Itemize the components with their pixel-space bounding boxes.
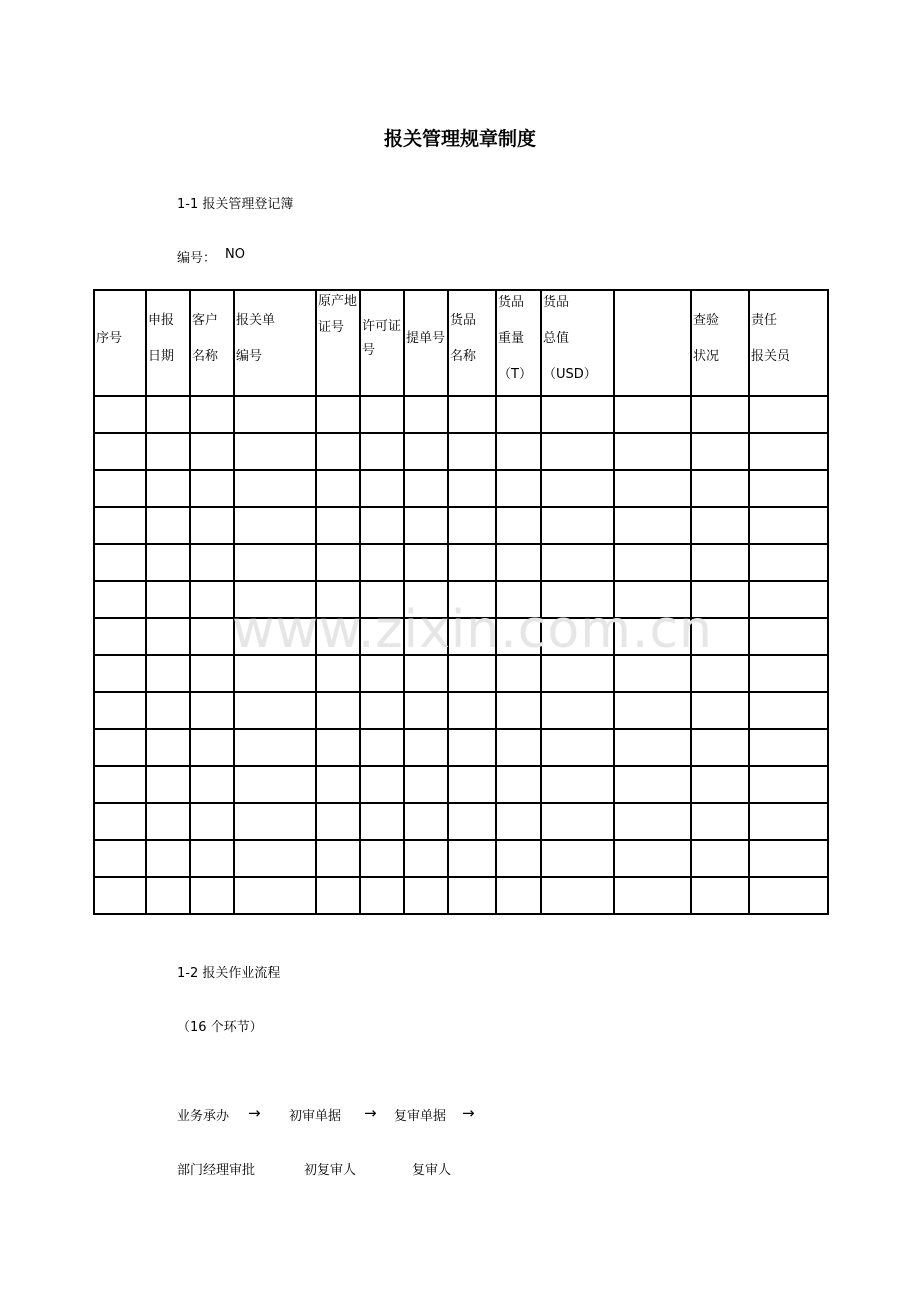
table-cell bbox=[190, 618, 234, 655]
table-row bbox=[94, 877, 828, 914]
table-cell bbox=[404, 507, 448, 544]
table-cell bbox=[749, 877, 828, 914]
table-row bbox=[94, 766, 828, 803]
table-cell bbox=[94, 507, 146, 544]
table-cell bbox=[614, 766, 691, 803]
header-text: 重量 bbox=[498, 331, 525, 346]
table-cell bbox=[496, 877, 541, 914]
table-cell bbox=[94, 655, 146, 692]
table-cell bbox=[749, 766, 828, 803]
table-cell bbox=[360, 433, 404, 470]
table-cell bbox=[190, 655, 234, 692]
table-cell bbox=[94, 581, 146, 618]
table-cell bbox=[496, 766, 541, 803]
flow-step-1: 业务承办 bbox=[177, 1109, 230, 1124]
table-cell bbox=[234, 396, 316, 433]
header-text: 客户 bbox=[192, 313, 219, 328]
header-text: 货品 bbox=[450, 313, 477, 328]
table-header-row bbox=[94, 290, 828, 396]
table-cell bbox=[316, 655, 360, 692]
table-cell bbox=[360, 840, 404, 877]
table-cell bbox=[691, 766, 749, 803]
table-cell bbox=[146, 840, 190, 877]
table-cell bbox=[448, 655, 496, 692]
table-cell bbox=[94, 692, 146, 729]
table-cell bbox=[614, 877, 691, 914]
table-cell bbox=[448, 544, 496, 581]
table-cell bbox=[94, 877, 146, 914]
table-cell bbox=[541, 877, 614, 914]
header-text: （T） bbox=[498, 367, 532, 382]
table-cell bbox=[691, 655, 749, 692]
header-cell bbox=[94, 290, 146, 396]
table-cell bbox=[94, 766, 146, 803]
table-cell bbox=[190, 433, 234, 470]
table-cell bbox=[94, 618, 146, 655]
table-cell bbox=[234, 840, 316, 877]
table-cell bbox=[94, 396, 146, 433]
table-cell bbox=[234, 803, 316, 840]
table-cell bbox=[749, 470, 828, 507]
table-cell bbox=[234, 729, 316, 766]
flow-role-1: 部门经理审批 bbox=[177, 1163, 256, 1178]
table-cell bbox=[360, 655, 404, 692]
table-cell bbox=[614, 470, 691, 507]
table-cell bbox=[234, 655, 316, 692]
table-cell bbox=[146, 433, 190, 470]
table-cell bbox=[360, 766, 404, 803]
table-cell bbox=[691, 396, 749, 433]
flow-step-3: 复审单据 bbox=[394, 1109, 447, 1124]
table-cell bbox=[94, 433, 146, 470]
header-cell-blank bbox=[614, 290, 691, 396]
table-row bbox=[94, 470, 828, 507]
table-cell bbox=[541, 729, 614, 766]
table-cell bbox=[316, 544, 360, 581]
table-cell bbox=[404, 692, 448, 729]
table-cell bbox=[614, 692, 691, 729]
table-cell bbox=[541, 396, 614, 433]
table-cell bbox=[614, 803, 691, 840]
table-cell bbox=[234, 470, 316, 507]
table-row bbox=[94, 692, 828, 729]
flow-role-2: 初复审人 bbox=[304, 1163, 357, 1178]
table-cell bbox=[190, 803, 234, 840]
table-cell bbox=[691, 470, 749, 507]
table-cell bbox=[496, 840, 541, 877]
table-cell bbox=[614, 655, 691, 692]
table-cell bbox=[190, 766, 234, 803]
table-cell bbox=[749, 544, 828, 581]
table-cell bbox=[614, 507, 691, 544]
table-cell bbox=[190, 840, 234, 877]
header-cell bbox=[496, 290, 541, 396]
table-cell bbox=[146, 544, 190, 581]
number-label: 编号： bbox=[177, 251, 217, 266]
header-text: 责任 bbox=[751, 313, 778, 328]
table-cell bbox=[360, 877, 404, 914]
table-cell bbox=[448, 507, 496, 544]
table-cell bbox=[404, 433, 448, 470]
table-cell bbox=[749, 618, 828, 655]
table-cell bbox=[448, 766, 496, 803]
table-cell bbox=[448, 433, 496, 470]
table-cell bbox=[146, 507, 190, 544]
table-cell bbox=[190, 692, 234, 729]
table-cell bbox=[316, 470, 360, 507]
table-cell bbox=[234, 766, 316, 803]
table-cell bbox=[496, 692, 541, 729]
table-cell bbox=[146, 655, 190, 692]
table-cell bbox=[94, 470, 146, 507]
table-row bbox=[94, 729, 828, 766]
table-cell bbox=[691, 729, 749, 766]
flow-role-3: 复审人 bbox=[412, 1163, 452, 1178]
table-cell bbox=[541, 544, 614, 581]
table-row bbox=[94, 655, 828, 692]
table-cell bbox=[404, 396, 448, 433]
table-cell bbox=[316, 433, 360, 470]
header-text: 状况 bbox=[693, 349, 720, 364]
table-cell bbox=[316, 840, 360, 877]
table-cell bbox=[749, 840, 828, 877]
table-cell bbox=[190, 507, 234, 544]
table-cell bbox=[360, 729, 404, 766]
header-text: 号 bbox=[362, 343, 376, 358]
header-cell bbox=[404, 290, 448, 396]
table-cell bbox=[541, 655, 614, 692]
header-text: 货品 bbox=[543, 295, 570, 310]
header-cell bbox=[749, 290, 828, 396]
table-cell bbox=[541, 692, 614, 729]
header-cell bbox=[691, 290, 749, 396]
header-text: （USD） bbox=[543, 367, 597, 382]
table-cell bbox=[749, 655, 828, 692]
table-cell bbox=[448, 692, 496, 729]
table-cell bbox=[541, 470, 614, 507]
table-cell bbox=[541, 433, 614, 470]
table-cell bbox=[496, 803, 541, 840]
header-text: 日期 bbox=[148, 349, 175, 364]
table-cell bbox=[496, 396, 541, 433]
table-row bbox=[94, 433, 828, 470]
table-cell bbox=[146, 618, 190, 655]
table-cell bbox=[146, 803, 190, 840]
table-cell bbox=[190, 396, 234, 433]
table-cell bbox=[146, 729, 190, 766]
table-cell bbox=[496, 544, 541, 581]
table-cell bbox=[404, 729, 448, 766]
table-row bbox=[94, 803, 828, 840]
page-title: 报关管理规章制度 bbox=[383, 128, 536, 150]
header-cell bbox=[146, 290, 190, 396]
table-cell bbox=[146, 581, 190, 618]
table-cell bbox=[190, 877, 234, 914]
table-cell bbox=[94, 840, 146, 877]
table-cell bbox=[448, 840, 496, 877]
table-cell bbox=[234, 507, 316, 544]
table-cell bbox=[448, 877, 496, 914]
header-text: 提单号 bbox=[406, 331, 446, 346]
table-cell bbox=[404, 655, 448, 692]
table-cell bbox=[541, 803, 614, 840]
table-cell bbox=[614, 840, 691, 877]
header-text: 证号 bbox=[318, 320, 345, 335]
table-cell bbox=[691, 507, 749, 544]
table-cell bbox=[496, 729, 541, 766]
header-cell bbox=[448, 290, 496, 396]
table-cell bbox=[691, 803, 749, 840]
table-cell bbox=[146, 877, 190, 914]
table-cell bbox=[404, 470, 448, 507]
table-cell bbox=[404, 544, 448, 581]
watermark: www.zixin.com.cn bbox=[232, 600, 713, 660]
table-cell bbox=[190, 470, 234, 507]
table-cell bbox=[360, 544, 404, 581]
table-cell bbox=[448, 470, 496, 507]
table-cell bbox=[749, 581, 828, 618]
table-cell bbox=[146, 692, 190, 729]
table-cell bbox=[190, 729, 234, 766]
table-cell bbox=[316, 692, 360, 729]
table-cell bbox=[316, 766, 360, 803]
table-cell bbox=[360, 692, 404, 729]
table-cell bbox=[448, 729, 496, 766]
table-cell bbox=[146, 766, 190, 803]
table-cell bbox=[496, 470, 541, 507]
table-cell bbox=[234, 877, 316, 914]
section-heading-1-1: 1-1 报关管理登记簿 bbox=[177, 197, 294, 212]
table-cell bbox=[749, 507, 828, 544]
table-cell bbox=[614, 729, 691, 766]
table-cell bbox=[541, 507, 614, 544]
table-cell bbox=[691, 433, 749, 470]
header-text: 申报 bbox=[148, 313, 175, 328]
table-cell bbox=[404, 766, 448, 803]
header-text: 报关单 bbox=[236, 313, 276, 328]
table-cell bbox=[448, 803, 496, 840]
table-cell bbox=[316, 803, 360, 840]
table-cell bbox=[404, 840, 448, 877]
header-cell bbox=[190, 290, 234, 396]
table-cell bbox=[496, 507, 541, 544]
table-cell bbox=[749, 692, 828, 729]
header-text: 查验 bbox=[693, 313, 720, 328]
table-cell bbox=[94, 729, 146, 766]
header-cell bbox=[234, 290, 316, 396]
table-cell bbox=[360, 803, 404, 840]
table-cell bbox=[94, 803, 146, 840]
table-cell bbox=[146, 396, 190, 433]
table-cell bbox=[691, 692, 749, 729]
table-cell bbox=[496, 433, 541, 470]
header-text: 名称 bbox=[450, 349, 477, 364]
table-cell bbox=[691, 877, 749, 914]
table-cell bbox=[614, 396, 691, 433]
number-value: NO bbox=[225, 247, 245, 262]
arrow-icon: → bbox=[364, 1104, 377, 1122]
table-row bbox=[94, 396, 828, 433]
flow-note: （16 个环节） bbox=[177, 1020, 263, 1035]
table-cell bbox=[146, 470, 190, 507]
header-cell bbox=[316, 290, 360, 396]
table-cell bbox=[316, 396, 360, 433]
table-cell bbox=[749, 803, 828, 840]
header-text: 原产地 bbox=[318, 294, 358, 309]
flow-step-2: 初审单据 bbox=[289, 1109, 342, 1124]
header-cell bbox=[360, 290, 404, 396]
table-cell bbox=[541, 766, 614, 803]
table-cell bbox=[404, 803, 448, 840]
table-cell bbox=[190, 581, 234, 618]
table-row bbox=[94, 507, 828, 544]
section-heading-1-2: 1-2 报关作业流程 bbox=[177, 966, 281, 981]
header-cell bbox=[541, 290, 614, 396]
table-cell bbox=[541, 840, 614, 877]
table-row bbox=[94, 840, 828, 877]
arrow-icon: → bbox=[248, 1104, 261, 1122]
table-cell bbox=[234, 544, 316, 581]
table-cell bbox=[316, 877, 360, 914]
header-text: 报关员 bbox=[751, 349, 791, 364]
header-text: 名称 bbox=[192, 349, 219, 364]
table-cell bbox=[448, 396, 496, 433]
table-cell bbox=[614, 544, 691, 581]
table-cell bbox=[614, 433, 691, 470]
header-text: 货品 bbox=[498, 295, 525, 310]
header-text: 许可证 bbox=[362, 319, 402, 334]
table-cell bbox=[360, 470, 404, 507]
table-cell bbox=[749, 396, 828, 433]
table-cell bbox=[749, 729, 828, 766]
table-cell bbox=[360, 507, 404, 544]
table-cell bbox=[691, 544, 749, 581]
header-text: 编号 bbox=[236, 349, 263, 364]
table-cell bbox=[496, 655, 541, 692]
header-text: 总值 bbox=[543, 331, 570, 346]
table-cell bbox=[404, 877, 448, 914]
table-cell bbox=[316, 507, 360, 544]
table-cell bbox=[234, 692, 316, 729]
table-cell bbox=[234, 433, 316, 470]
table-cell bbox=[360, 396, 404, 433]
arrow-icon: → bbox=[462, 1104, 475, 1122]
table-cell bbox=[749, 433, 828, 470]
table-cell bbox=[190, 544, 234, 581]
table-cell bbox=[316, 729, 360, 766]
header-text: 序号 bbox=[96, 331, 123, 346]
table-cell bbox=[94, 544, 146, 581]
table-row bbox=[94, 544, 828, 581]
table-cell bbox=[691, 840, 749, 877]
